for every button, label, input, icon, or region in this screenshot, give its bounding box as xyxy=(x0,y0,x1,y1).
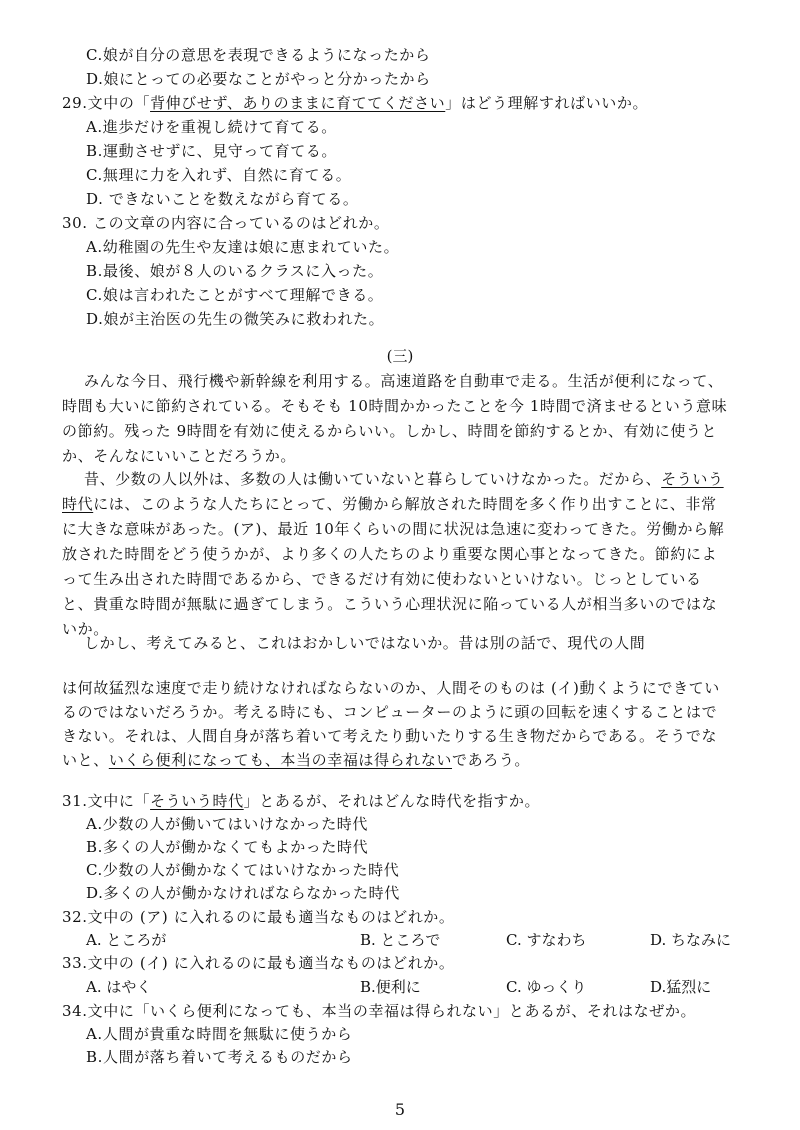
q29-option-b: B.運動させずに、見守って育てる。 xyxy=(86,142,337,160)
q29-question xyxy=(62,92,648,114)
q31-option-d: D.多くの人が働かなければならなかった時代 xyxy=(86,884,400,902)
passage-p3-line4: きない。それは、人間自身が落ち着いて考えたり動いたりする生き物だからである。そうでな xyxy=(62,727,718,745)
q33-question: 33.文中の (イ) に入れるのに最も適当なものはどれか。 xyxy=(62,954,455,972)
passage-p1-line4: か、そんなにいいことだろうか。 xyxy=(62,447,297,465)
passage-p2-line6: と、貴重な時間が無駄に過ぎてしまう。こういう心理状況に陥っている人が相当多いのではな xyxy=(62,595,718,613)
passage-p3-line1: しかし、考えてみると、これはおかしいではないか。昔は別の話で、現代の人間 xyxy=(84,634,646,652)
q31-post: 」とあるが、それはどんな時代を指すか。 xyxy=(243,792,541,810)
q34-question: 34.文中に「いくら便利になっても、本当の幸福は得られない」とあるが、それはなぜか。 xyxy=(62,1002,697,1020)
passage-p3-line5-pre: いと、 xyxy=(62,751,109,769)
q29-option-d: D. できないことを数えながら育てる。 xyxy=(86,190,359,208)
q34-option-a: A.人間が貴重な時間を無駄に使うから xyxy=(86,1025,353,1043)
q31-pre: 31.文中に「 xyxy=(62,792,151,810)
passage-p1-line1: みんな今日、飛行機や新幹線を利用する。高速道路を自動車で走る。生活が便利になって、 xyxy=(84,372,724,390)
passage-p3-line3: るのではないだろうか。考える時にも、コンピューターのように頭の回転を速くすることはで xyxy=(62,703,718,721)
q29-pre: 29.文中の「 xyxy=(62,94,151,112)
q29-post: 」はどう理解すればいいか。 xyxy=(445,94,649,112)
passage-p3-underline: いくら便利になっても、本当の幸福は得られない xyxy=(108,751,453,769)
section-heading: (三) xyxy=(386,347,414,365)
q34-option-b: B.人間が落ち着いて考えるものだから xyxy=(86,1048,353,1066)
passage-p3-line5-post: であろう。 xyxy=(452,751,531,769)
q30-question: 30. この文章の内容に合っているのはどれか。 xyxy=(62,214,390,232)
q33-option-d: D.猛烈に xyxy=(650,978,712,996)
q28-option-d: D.娘にとっての必要なことがやっと分かったから xyxy=(86,70,431,88)
passage-p2-line7: いか。 xyxy=(62,620,109,638)
q29-option-a: A.進歩だけを重視し続けて育てる。 xyxy=(86,118,337,136)
q31-quote: そういう時代 xyxy=(150,792,244,810)
passage-p2-line2-text: には、このような人たちにとって、労働から解放された時間を多く作り出すことに、非常 xyxy=(93,495,717,513)
q32-option-d: D. ちなみに xyxy=(650,931,732,949)
passage-p3-line5 xyxy=(62,749,752,771)
q33-option-b: B.便利に xyxy=(360,978,421,996)
passage-p2-line2 xyxy=(62,493,752,515)
passage-p3-line2: は何故猛烈な速度で走り続けなければならないのか、人間そのものは (イ)動くようにできてい xyxy=(62,679,720,697)
passage-p2-line5: って生み出された時間であるから、できるだけ有効に使わないといけない。じっとしている xyxy=(62,570,702,588)
passage-p2-line4: 放された時間をどう使うかが、より多くの人たちのより重要な関心事となってきた。節約によ xyxy=(62,545,718,563)
q32-option-c: C. すなわち xyxy=(506,931,587,949)
q31-option-b: B.多くの人が働かなくてもよかった時代 xyxy=(86,838,369,856)
q30-option-b: B.最後、娘が８人のいるクラスに入った。 xyxy=(86,262,384,280)
q30-option-d: D.娘が主治医の先生の微笑みに救われた。 xyxy=(86,310,385,328)
q31-option-a: A.少数の人が働いてはいけなかった時代 xyxy=(86,815,369,833)
q32-option-a: A. ところが xyxy=(86,931,167,949)
q29-option-c: C.無理に力を入れず、自然に育てる。 xyxy=(86,166,352,184)
passage-p1-line2: 時間も大いに節約されている。そもそも 10時間かかったことを今 1時間で済ませるという意味 xyxy=(62,397,728,415)
passage-p1-line3: の節約。残った 9時間を有効に使えるからいい。しかし、時間を節約するとか、有効に使うと xyxy=(62,422,718,440)
passage-p2-line3: に大きな意味があった。(ア)、最近 10年くらいの間に状況は急速に変わってきた。労働から解 xyxy=(62,520,725,538)
q32-option-b: B. ところで xyxy=(360,931,441,949)
q31-question xyxy=(62,790,540,812)
q33-option-c: C. ゆっくり xyxy=(506,978,587,996)
q33-option-a: A. はやく xyxy=(86,978,152,996)
q32-question: 32.文中の (ア) に入れるのに最も適当なものはどれか。 xyxy=(62,908,455,926)
q28-option-c: C.娘が自分の意思を表現できるようになったから xyxy=(86,46,431,64)
passage-p2-underline-b: 時代 xyxy=(62,495,94,513)
q30-option-a: A.幼稚園の先生や友達は娘に恵まれていた。 xyxy=(86,238,400,256)
q29-quote: 背伸びせず、ありのままに育ててください xyxy=(150,94,446,112)
q31-option-c: C.少数の人が働かなくてはいけなかった時代 xyxy=(86,861,400,879)
passage-p2-underline-a: そういう xyxy=(661,470,724,488)
page-number: 5 xyxy=(394,1100,406,1119)
q30-option-c: C.娘は言われたことがすべて理解できる。 xyxy=(86,286,384,304)
passage-p2-line1 xyxy=(84,468,724,490)
passage-p2-line1-text: 昔、少数の人以外は、多数の人は働いていないと暮らしていけなかった。だから、 xyxy=(84,470,662,488)
